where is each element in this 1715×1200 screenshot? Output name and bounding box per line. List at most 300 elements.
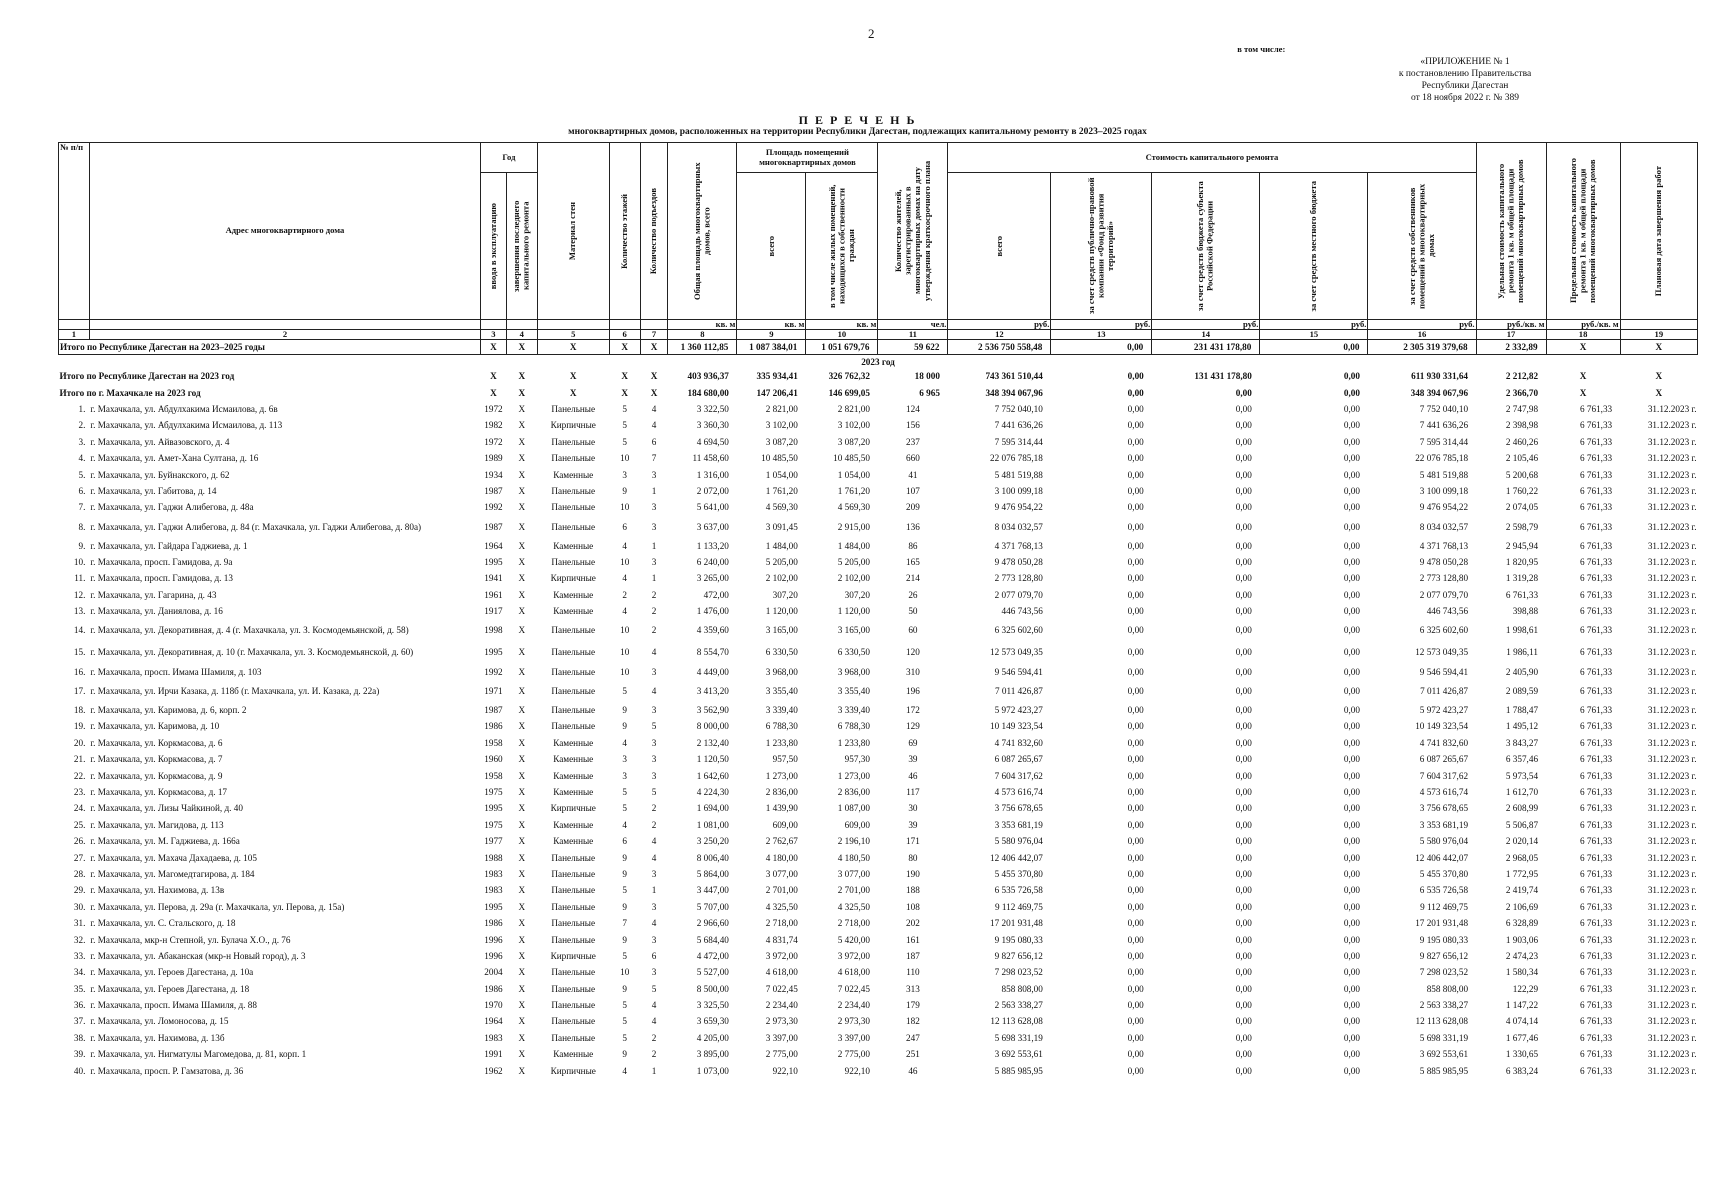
table-row <box>59 981 1698 997</box>
planned-date-cell: 31.12.2023 г. <box>1647 606 1697 617</box>
residents-cell: 165 <box>906 557 920 568</box>
total-cell: X <box>1655 371 1663 382</box>
cost-total-cell: 2 773 128,80 <box>994 573 1043 584</box>
cost-local-cell: 0,00 <box>1343 521 1360 532</box>
unit-cost-cell: 1 612,70 <box>1505 787 1539 797</box>
planned-date-cell: 31.12.2023 г. <box>1647 685 1697 696</box>
table-row <box>59 434 1698 450</box>
area-total-cell: 3 397,00 <box>765 1032 798 1043</box>
cost-subject-cell: 0,00 <box>1235 606 1252 617</box>
wall-material-cell: Каменные <box>553 754 594 765</box>
wall-material-cell: Каменные <box>553 787 594 797</box>
cost-owners-cell: 9 195 080,33 <box>1419 934 1469 945</box>
floors-cell: 6 <box>622 521 627 532</box>
cost-fund-cell: 0,00 <box>1127 502 1144 513</box>
total-area-cell: 5 641,00 <box>696 502 729 513</box>
cost-local-cell: 0,00 <box>1343 770 1360 781</box>
wall-material-cell: Панельные <box>551 1016 596 1027</box>
cost-total-cell: 12 406 442,07 <box>990 852 1043 863</box>
entrances-cell: 1 <box>651 1065 657 1076</box>
area-total-cell: 1 054,00 <box>765 469 798 480</box>
row-number: 22. <box>73 770 86 781</box>
cost-total-cell: 6 535 726,58 <box>994 885 1043 896</box>
table-row <box>59 800 1698 816</box>
row-number: 2. <box>78 420 86 431</box>
address-cell: г. Махачкала, просп. Гамидова, д. 13 <box>90 573 233 584</box>
cost-total-cell: 446 743,56 <box>1001 606 1043 617</box>
year-repair-cell: X <box>518 787 526 797</box>
total-cell: 326 762,32 <box>828 371 870 382</box>
area-total-cell: 2 836,00 <box>765 787 798 797</box>
cost-owners-cell: 858 808,00 <box>1426 983 1469 994</box>
limit-cost-cell: 6 761,33 <box>1579 420 1613 431</box>
cost-owners-cell: 7 595 314,44 <box>1419 436 1469 447</box>
planned-date-cell: 31.12.2023 г. <box>1647 1000 1697 1011</box>
year-commission-cell: 1941 <box>484 573 503 584</box>
floors-cell: 3 <box>622 754 627 765</box>
units-row <box>59 320 1698 330</box>
residents-cell: 310 <box>906 666 920 677</box>
header-total-area-text: Общая площадь многоквартирных домов, всего <box>691 162 712 300</box>
residents-cell: 196 <box>906 685 920 696</box>
unit-cost-cell: 2 474,23 <box>1505 950 1539 961</box>
residents-cell: 313 <box>906 983 920 994</box>
unit-cell <box>609 320 640 330</box>
table-row <box>59 619 1698 641</box>
planned-date-cell: 31.12.2023 г. <box>1647 737 1697 748</box>
year-repair-cell: X <box>518 540 526 551</box>
wall-material-cell: Панельные <box>551 685 596 696</box>
entrances-cell: 5 <box>651 983 657 994</box>
address-cell: г. Махачкала, ул. Коркмасова, д. 6 <box>90 737 223 748</box>
floors-cell: 9 <box>622 934 627 945</box>
unit-cost-cell: 2 968,05 <box>1505 852 1539 863</box>
planned-date-cell: 31.12.2023 г. <box>1647 705 1697 716</box>
cost-fund-cell: 0,00 <box>1127 918 1144 929</box>
column-number-cell: 15 <box>1260 330 1368 340</box>
planned-date-cell: 31.12.2023 г. <box>1647 647 1697 658</box>
address-cell: г. Махачкала, ул. Ломоносова, д. 15 <box>90 1016 229 1027</box>
cost-total-cell: 2 077 079,70 <box>994 589 1043 600</box>
residents-cell: 26 <box>908 589 918 600</box>
year-repair-cell: X <box>518 1032 526 1043</box>
total-cell: X <box>609 340 640 355</box>
cost-local-cell: 0,00 <box>1343 573 1360 584</box>
total-area-cell: 8 006,40 <box>696 852 729 863</box>
planned-date-cell: 31.12.2023 г. <box>1647 666 1697 677</box>
unit-cell: руб./кв. м <box>1476 320 1546 330</box>
cost-fund-cell: 0,00 <box>1127 721 1144 732</box>
cost-owners-cell: 12 573 049,35 <box>1415 647 1469 658</box>
planned-date-cell: 31.12.2023 г. <box>1647 918 1697 929</box>
cost-owners-cell: 12 406 442,07 <box>1415 852 1469 863</box>
cost-local-cell: 0,00 <box>1343 403 1360 414</box>
year-commission-cell: 1989 <box>484 453 503 464</box>
cost-fund-cell: 0,00 <box>1127 983 1144 994</box>
cost-local-cell: 0,00 <box>1343 557 1360 568</box>
floors-cell: 5 <box>622 950 627 961</box>
cost-owners-cell: 9 112 469,75 <box>1420 901 1469 912</box>
limit-cost-cell: 6 761,33 <box>1579 983 1613 994</box>
unit-cell <box>506 320 537 330</box>
year-commission-cell: 1971 <box>484 685 503 696</box>
cost-owners-cell: 2 077 079,70 <box>1419 589 1469 600</box>
document-subtitle: многоквартирных домов, расположенных на территории Республики Дагестан, подлежащих капитальному ремонту в 2023–2025 годах <box>568 127 1147 137</box>
year-commission-cell: 1996 <box>484 934 503 945</box>
floors-cell: 6 <box>622 836 627 847</box>
header-limit-cost-text: Предельная стоимость капитального ремонта 1 кв. м общей площади помещений многоквартирных домов <box>1567 158 1597 304</box>
floors-cell: 3 <box>622 770 627 781</box>
table-row <box>59 915 1698 931</box>
area-private-cell: 3 397,00 <box>837 1032 870 1043</box>
residents-cell: 136 <box>906 521 920 532</box>
total-area-cell: 472,00 <box>703 589 729 600</box>
year-repair-cell: X <box>518 918 526 929</box>
row-number: 23. <box>73 787 86 797</box>
row-number: 36. <box>73 1000 86 1011</box>
unit-cost-cell: 2 074,05 <box>1505 502 1539 513</box>
table-row <box>59 538 1698 554</box>
cost-fund-cell: 0,00 <box>1127 573 1144 584</box>
unit-cell: руб. <box>948 320 1051 330</box>
address-cell: г. Махачкала, ул. Каримова, д. 6, корп. 2 <box>90 705 247 716</box>
area-private-cell: 4 618,00 <box>837 967 870 978</box>
limit-cost-cell: 6 761,33 <box>1579 469 1613 480</box>
row-number: 18. <box>73 705 86 716</box>
area-total-cell: 3 355,40 <box>765 685 798 696</box>
total-cell: X <box>481 340 507 355</box>
residents-cell: 129 <box>906 721 920 732</box>
floors-cell: 4 <box>622 606 627 617</box>
cost-total-cell: 5 455 370,80 <box>994 868 1043 879</box>
header-num: № п/п <box>59 143 90 320</box>
cost-total-cell: 4 741 832,60 <box>994 737 1043 748</box>
cost-subject-cell: 0,00 <box>1235 737 1252 748</box>
cost-total-cell: 9 195 080,33 <box>994 934 1043 945</box>
table-row <box>59 1062 1698 1078</box>
total-cell: 611 930 331,64 <box>1411 371 1469 382</box>
floors-cell: 5 <box>622 1016 627 1027</box>
cost-owners-cell: 3 100 099,18 <box>1419 485 1469 496</box>
residents-cell: 60 <box>908 625 918 636</box>
year-commission-cell: 1986 <box>484 918 503 929</box>
limit-cost-cell: 6 761,33 <box>1579 819 1613 830</box>
area-total-cell: 7 022,45 <box>765 983 798 994</box>
residents-cell: 50 <box>908 606 918 617</box>
total-area-cell: 4 472,00 <box>696 950 729 961</box>
residents-cell: 179 <box>906 1000 920 1011</box>
wall-material-cell: Каменные <box>553 589 594 600</box>
total-cell: 146 699,05 <box>828 387 870 398</box>
limit-cost-cell: 6 761,33 <box>1579 540 1613 551</box>
unit-cell <box>481 320 507 330</box>
column-number-cell: 9 <box>737 330 806 340</box>
cost-local-cell: 0,00 <box>1343 819 1360 830</box>
cost-owners-cell: 4 741 832,60 <box>1419 737 1469 748</box>
residents-cell: 209 <box>906 502 920 513</box>
floors-cell: 4 <box>622 1065 627 1076</box>
area-total-cell: 4 831,74 <box>765 934 798 945</box>
table-row <box>59 483 1698 499</box>
unit-cost-cell: 2 419,74 <box>1505 885 1539 896</box>
header-cost-owners-text: за счет средств собственников помещений в многоквартирных домах <box>1406 183 1436 309</box>
entrances-cell: 3 <box>651 557 657 568</box>
limit-cost-cell: 6 761,33 <box>1579 557 1613 568</box>
residents-cell: 46 <box>908 770 918 781</box>
row-number: 17. <box>73 685 86 696</box>
unit-cost-cell: 6 383,24 <box>1505 1065 1539 1076</box>
residents-cell: 120 <box>906 647 920 658</box>
year-commission-cell: 1995 <box>484 647 503 658</box>
cost-total-cell: 5 580 976,04 <box>994 836 1043 847</box>
area-total-cell: 957,50 <box>772 754 798 765</box>
cost-fund-cell: 0,00 <box>1127 934 1144 945</box>
entrances-cell: 1 <box>651 573 657 584</box>
total-cell: 0,00 <box>1260 340 1368 355</box>
cost-fund-cell: 0,00 <box>1127 770 1144 781</box>
area-total-cell: 609,00 <box>772 819 798 830</box>
area-private-cell: 609,00 <box>844 819 870 830</box>
row-number: 6. <box>78 485 86 496</box>
address-cell: г. Махачкала, ул. Буйнакского, д. 62 <box>90 469 230 480</box>
year-repair-cell: X <box>518 1065 526 1076</box>
entrances-cell: 1 <box>651 540 657 551</box>
total-area-cell: 3 659,30 <box>696 1016 729 1027</box>
cost-subject-cell: 0,00 <box>1235 521 1252 532</box>
floors-cell: 10 <box>620 647 630 658</box>
address-cell: г. Махачкала, ул. Махача Дахадаева, д. 105 <box>90 852 257 863</box>
address-cell: г. Махачкала, ул. Магомедтагирова, д. 184 <box>90 868 255 879</box>
total-cell: X <box>1620 340 1697 355</box>
area-private-cell: 2 234,40 <box>837 1000 870 1011</box>
total-area-cell: 8 554,70 <box>696 647 729 658</box>
cost-total-cell: 5 972 423,27 <box>994 705 1043 716</box>
unit-cell <box>59 320 90 330</box>
planned-date-cell: 31.12.2023 г. <box>1647 852 1697 863</box>
area-total-cell: 2 762,67 <box>765 836 798 847</box>
row-number: 31. <box>73 918 86 929</box>
address-cell: г. Махачкала, ул. Нахимова, д. 13в <box>90 885 225 896</box>
year-repair-cell: X <box>518 589 526 600</box>
floors-cell: 10 <box>620 666 630 677</box>
total-cell: 2 332,89 <box>1476 340 1546 355</box>
unit-cost-cell: 2 460,26 <box>1505 436 1539 447</box>
cost-subject-cell: 0,00 <box>1235 666 1252 677</box>
total-area-cell: 6 240,00 <box>696 557 729 568</box>
cost-subject-cell: 0,00 <box>1235 836 1252 847</box>
area-private-cell: 10 485,50 <box>833 453 870 464</box>
cost-total-cell: 9 546 594,41 <box>994 666 1043 677</box>
unit-cost-cell: 1 903,06 <box>1505 934 1539 945</box>
column-number-cell: 17 <box>1476 330 1546 340</box>
unit-cost-cell: 1 319,28 <box>1505 573 1539 584</box>
cost-total-cell: 7 752 040,10 <box>994 403 1043 414</box>
header-floors <box>609 143 640 320</box>
total-area-cell: 4 224,30 <box>696 787 729 797</box>
residents-cell: 39 <box>908 819 918 830</box>
header-entrances-text: Количество подъездов <box>648 187 659 275</box>
year-commission-cell: 1970 <box>484 1000 503 1011</box>
total-cell: 1 051 679,76 <box>806 340 878 355</box>
cost-local-cell: 0,00 <box>1343 901 1360 912</box>
cost-fund-cell: 0,00 <box>1127 521 1144 532</box>
cost-local-cell: 0,00 <box>1343 1065 1360 1076</box>
address-cell: г. Махачкала, ул. Даниялова, д. 16 <box>90 606 223 617</box>
total-label: Итого по г. Махачкале на 2023 год <box>59 387 201 398</box>
header-area-total-text: всего <box>765 235 776 257</box>
area-private-cell: 3 077,00 <box>837 868 870 879</box>
floors-cell: 5 <box>622 436 627 447</box>
cost-fund-cell: 0,00 <box>1127 901 1144 912</box>
total-cell: 2 212,82 <box>1505 371 1539 382</box>
planned-date-cell: 31.12.2023 г. <box>1647 819 1697 830</box>
address-cell: г. Махачкала, просп. Имама Шамиля, д. 88 <box>90 1000 257 1011</box>
cost-subject-cell: 0,00 <box>1235 647 1252 658</box>
total-cell: 0,00 <box>1127 387 1144 398</box>
row-number: 7. <box>78 502 86 513</box>
cost-total-cell: 5 885 985,95 <box>994 1065 1043 1076</box>
year-commission-cell: 1988 <box>484 852 503 863</box>
total-area-cell: 3 447,00 <box>696 885 729 896</box>
entrances-cell: 3 <box>651 737 657 748</box>
entrances-cell: 3 <box>651 469 657 480</box>
address-cell: г. Махачкала, просп. Гамидова, д. 9а <box>90 557 233 568</box>
appendix-line: к постановлению Правительства <box>1398 69 1532 79</box>
area-private-cell: 3 339,40 <box>837 705 870 716</box>
total-label: Итого по Республике Дагестан на 2023–2025 годы <box>59 340 481 355</box>
table-row <box>59 833 1698 849</box>
row-number: 25. <box>73 819 86 830</box>
area-private-cell: 2 821,00 <box>837 403 870 414</box>
area-total-cell: 2 718,00 <box>765 918 798 929</box>
cost-local-cell: 0,00 <box>1343 647 1360 658</box>
unit-cost-cell: 4 074,14 <box>1505 1016 1539 1027</box>
cost-subject-cell: 0,00 <box>1235 557 1252 568</box>
cost-fund-cell: 0,00 <box>1127 754 1144 765</box>
total-area-cell: 8 500,00 <box>696 983 729 994</box>
planned-date-cell: 31.12.2023 г. <box>1647 803 1697 814</box>
cost-owners-cell: 7 752 040,10 <box>1419 403 1469 414</box>
year-repair-cell: X <box>518 950 526 961</box>
year-commission-cell: 1983 <box>484 885 503 896</box>
limit-cost-cell: 6 761,33 <box>1579 1016 1613 1027</box>
residents-cell: 188 <box>906 885 920 896</box>
cost-fund-cell: 0,00 <box>1127 485 1144 496</box>
year-commission-cell: 1995 <box>484 557 503 568</box>
year-commission-cell: 1977 <box>484 836 503 847</box>
floors-cell: 10 <box>620 967 630 978</box>
residents-cell: 107 <box>906 485 920 496</box>
header-address: Адрес многоквартирного дома <box>89 143 480 320</box>
total-area-cell: 1 133,20 <box>696 540 729 551</box>
floors-cell: 10 <box>620 625 630 636</box>
wall-material-cell: Панельные <box>551 901 596 912</box>
total-area-cell: 1 476,00 <box>696 606 729 617</box>
floors-cell: 5 <box>622 1032 627 1043</box>
table-row <box>59 417 1698 433</box>
residents-cell: 190 <box>906 868 920 879</box>
area-private-cell: 5 420,00 <box>837 934 870 945</box>
planned-date-cell: 31.12.2023 г. <box>1647 983 1697 994</box>
year-commission-cell: 1986 <box>484 983 503 994</box>
entrances-cell: 4 <box>651 647 657 658</box>
limit-cost-cell: 6 761,33 <box>1579 1000 1613 1011</box>
wall-material-cell: Каменные <box>553 770 594 781</box>
total-area-cell: 3 325,50 <box>696 1000 729 1011</box>
entrances-cell: 2 <box>651 819 657 830</box>
floors-cell: 5 <box>622 1000 627 1011</box>
total-cell: 1 087 384,01 <box>737 340 806 355</box>
page-number: 2 <box>868 26 875 41</box>
entrances-cell: 4 <box>651 918 657 929</box>
floors-cell: 9 <box>622 721 627 732</box>
wall-material-cell: Панельные <box>551 557 596 568</box>
wall-material-cell: Панельные <box>551 705 596 716</box>
planned-date-cell: 31.12.2023 г. <box>1647 1016 1697 1027</box>
planned-date-cell: 31.12.2023 г. <box>1647 1032 1697 1043</box>
total-cell: 131 431 178,80 <box>1194 371 1252 382</box>
cost-subject-cell: 0,00 <box>1235 485 1252 496</box>
cost-total-cell: 7 595 314,44 <box>994 436 1043 447</box>
total-cell: 335 934,41 <box>756 371 798 382</box>
year-commission-cell: 1964 <box>484 1016 503 1027</box>
residents-cell: 237 <box>906 436 920 447</box>
area-total-cell: 5 205,00 <box>765 557 798 568</box>
total-area-cell: 3 637,00 <box>696 521 729 532</box>
header-cost-local <box>1260 173 1368 320</box>
cost-local-cell: 0,00 <box>1343 836 1360 847</box>
area-private-cell: 2 973,30 <box>837 1016 870 1027</box>
cost-subject-cell: 0,00 <box>1235 983 1252 994</box>
address-cell: г. Махачкала, ул. Героев Дагестана, д. 18 <box>90 983 250 994</box>
residents-cell: 156 <box>906 420 920 431</box>
cost-owners-cell: 9 478 050,28 <box>1419 557 1469 568</box>
address-cell: г. Махачкала, ул. Декоративная, д. 4 (г. Махачкала, ул. З. Космодемьянской, д. 58) <box>90 625 409 636</box>
year-repair-cell: X <box>518 803 526 814</box>
cost-owners-cell: 4 371 768,13 <box>1419 540 1469 551</box>
residents-cell: 80 <box>908 852 918 863</box>
cost-total-cell: 3 100 099,18 <box>994 485 1043 496</box>
table-row <box>59 516 1698 538</box>
entrances-cell: 4 <box>651 1016 657 1027</box>
year-commission-cell: 1961 <box>484 589 503 600</box>
wall-material-cell: Каменные <box>553 1049 594 1060</box>
area-private-cell: 4 180,50 <box>837 852 870 863</box>
cost-owners-cell: 6 535 726,58 <box>1419 885 1469 896</box>
year-commission-cell: 1992 <box>484 502 503 513</box>
floors-cell: 10 <box>620 557 630 568</box>
cost-total-cell: 6 087 265,67 <box>994 754 1043 765</box>
column-numbers-row <box>59 330 1698 340</box>
cost-total-cell: 4 573 616,74 <box>994 787 1043 797</box>
unit-cell <box>89 320 480 330</box>
unit-cost-cell: 2 405,90 <box>1505 666 1539 677</box>
limit-cost-cell: 6 761,33 <box>1579 918 1613 929</box>
planned-date-cell: 31.12.2023 г. <box>1647 589 1697 600</box>
address-cell: г. Махачкала, просп. Имама Шамиля, д. 103 <box>90 666 262 677</box>
cost-total-cell: 22 076 785,18 <box>990 453 1043 464</box>
row-number: 27. <box>73 852 86 863</box>
entrances-cell: 4 <box>651 403 657 414</box>
cost-fund-cell: 0,00 <box>1127 685 1144 696</box>
unit-cost-cell: 5 506,87 <box>1505 819 1539 830</box>
unit-cost-cell: 122,29 <box>1512 983 1539 994</box>
cost-owners-cell: 5 455 370,80 <box>1419 868 1469 879</box>
planned-date-cell: 31.12.2023 г. <box>1647 934 1697 945</box>
entrances-cell: 4 <box>651 420 657 431</box>
cost-owners-cell: 446 743,56 <box>1426 606 1469 617</box>
header-planned-date <box>1620 143 1697 320</box>
